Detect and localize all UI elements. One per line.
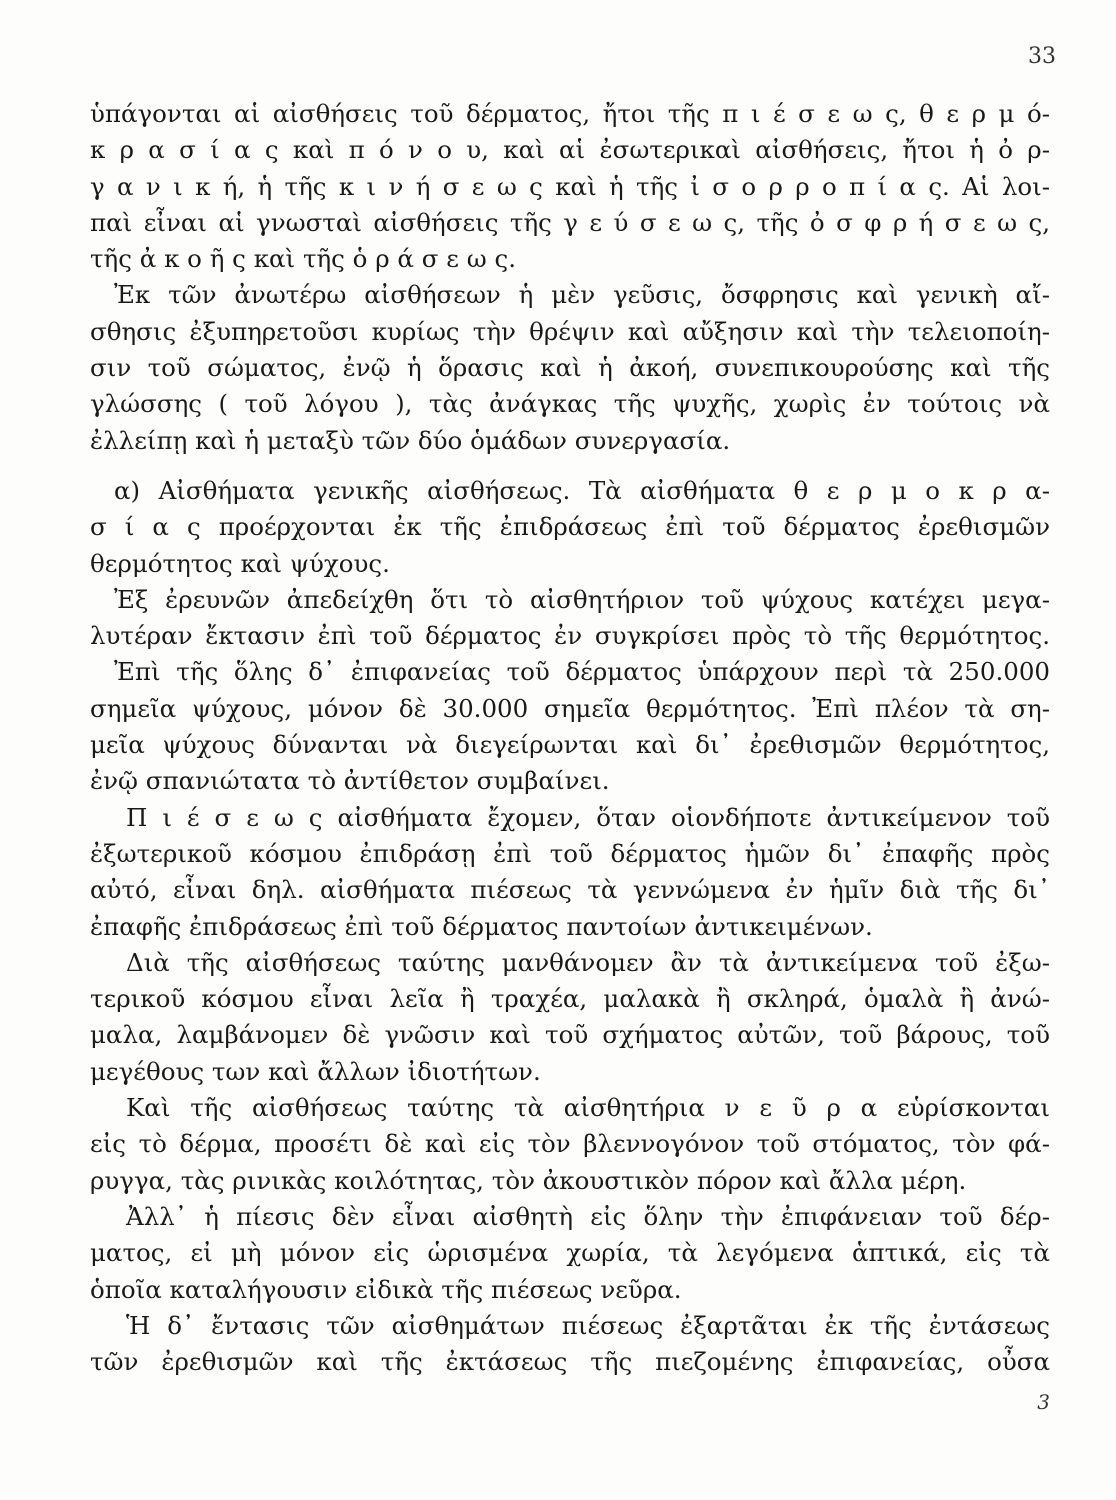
body-text [90, 96, 1050, 1380]
text-line: γ α ν ι κ ή, ἡ τῆς κ ι ν ή σ ε ω ς καὶ ἡ τῆς ἰ σ ο ρ ρ ο π ί α ς. Αἱ λοι- [90, 171, 1050, 201]
text-line: Π ι έ σ ε ω ς αἰσθήματα ἔχομεν, ὅταν οἱονδήποτε ἀντικείμενον τοῦ [126, 802, 1050, 832]
text-line: σθησις ἐξυπηρετοῦσι κυρίως τὴν θρέψιν καὶ αὔξησιν καὶ τὴν τελειοποίη- [90, 316, 1050, 346]
text-line: Ἐκ τῶν ἀνωτέρω αἰσθήσεων ἡ μὲν γεῦσις, ὄσφρησις καὶ γενικὴ αἴ- [114, 280, 1050, 310]
text-line: θερμότητος καὶ ψύχους. [90, 548, 390, 578]
text-line: Ἡ δ᾽ ἔντασις τῶν αἰσθημάτων πιέσεως ἐξαρτᾶται ἐκ τῆς ἐντάσεως [126, 1310, 1050, 1340]
text-line: Ἐξ ἐρευνῶν ἀπεδείχθη ὅτι τὸ αἰσθητήριον τοῦ ψύχους κατέχει μεγα- [114, 584, 1050, 614]
text-line: μεῖα ψύχους δύνανται νὰ διεγείρωνται καὶ δι᾽ ἐρεθισμῶν θερμότητος, [90, 730, 1050, 760]
text-line: εἰς τὸ δέρμα, προσέτι δὲ καὶ εἰς τὸν βλεννογόνον τοῦ στόματος, τὸν φά- [90, 1129, 1050, 1159]
text-line: αὐτό, εἶναι δηλ. αἰσθήματα πιέσεως τὰ γεννώμενα ἐν ἡμῖν διὰ τῆς δι᾽ [90, 875, 1050, 905]
text-line: ἐπαφῆς ἐπιδράσεως ἐπὶ τοῦ δέρματος παντοίων ἀντικειμένων. [90, 911, 873, 941]
text-line: Διὰ τῆς αἰσθήσεως ταύτης μανθάνομεν ἂν τὰ ἀντικείμενα τοῦ ἐξω- [126, 947, 1050, 977]
text-line: σιν τοῦ σώματος, ἐνῷ ἡ ὅρασις καὶ ἡ ἀκοή, συνεπικουρούσης καὶ τῆς [90, 353, 1050, 383]
text-line: γλώσσης ( τοῦ λόγου ), τὰς ἀνάγκας τῆς ψυχῆς, χωρὶς ἐν τούτοις νὰ [90, 389, 1050, 419]
text-line: μαλα, λαμβάνομεν δὲ γνῶσιν καὶ τοῦ σχήματος αὐτῶν, τοῦ βάρους, τοῦ [90, 1020, 1050, 1050]
text-line: τῆς ἀ κ ο ῆ ς καὶ τῆς ὁ ρ ά σ ε ω ς. [90, 244, 517, 274]
text-line: κ ρ α σ ί α ς καὶ π ό ν ο υ, καὶ αἱ ἐσωτερικαὶ αἰσθήσεις, ἤτοι ἡ ὀ ρ- [90, 135, 1050, 165]
text-line: ἐξωτερικοῦ κόσμου ἐπιδράσῃ ἐπὶ τοῦ δέρματος ἡμῶν δι᾽ ἐπαφῆς πρὸς [90, 838, 1050, 868]
text-line: ὑπάγονται αἱ αἰσθήσεις τοῦ δέρματος, ἤτοι τῆς π ι έ σ ε ω ς, θ ε ρ μ ό- [90, 99, 1050, 128]
text-line: λυτέραν ἔκτασιν ἐπὶ τοῦ δέρματος ἐν συγκρίσει πρὸς τὸ τῆς θερμότητος. [90, 621, 1050, 651]
text-line: ἐνῷ σπανιώτατα τὸ ἀντίθετον συμβαίνει. [90, 766, 610, 796]
text-line: Ἐπὶ τῆς ὅλης δ᾽ ἐπιφανείας τοῦ δέρματος ὑπάρχουν περὶ τὰ 250.000 [114, 657, 1050, 687]
text-line: ὁποῖα καταλήγουσιν εἰδικὰ τῆς πιέσεως νεῦρα. [90, 1274, 682, 1304]
page-number: 33 [1028, 44, 1056, 69]
text-line: τῶν ἐρεθισμῶν καὶ τῆς ἐκτάσεως τῆς πιεζομένης ἐπιφανείας, οὖσα [90, 1347, 1050, 1377]
text-line: μεγέθους των καὶ ἄλλων ἰδιοτήτων. [90, 1056, 541, 1086]
signature-mark: 3 [1037, 1390, 1050, 1414]
section-heading-line: α) Αἰσθήματα γενικῆς αἰσθήσεως. Τὰ αἰσθήματα θ ε ρ μ ο κ ρ α- [114, 475, 1050, 505]
text-line: τερικοῦ κόσμου εἶναι λεῖα ἢ τραχέα, μαλακὰ ἢ σκληρά, ὁμαλὰ ἢ ἀνώ- [90, 984, 1050, 1014]
text-line: σ ί α ς προέρχονται ἐκ τῆς ἐπιδράσεως ἐπὶ τοῦ δέρματος ἐρεθισμῶν [90, 512, 1050, 542]
text-line: Ἀλλ᾽ ἡ πίεσις δὲν εἶναι αἰσθητὴ εἰς ὅλην τὴν ἐπιφάνειαν τοῦ δέρ- [126, 1201, 1050, 1231]
paragraph-gap [90, 459, 1050, 473]
text-line: ἐλλείπῃ καὶ ἡ μεταξὺ τῶν δύο ὁμάδων συνεργασία. [90, 425, 731, 455]
text-line: ματος, εἰ μὴ μόνον εἰς ὡρισμένα χωρία, τὰ λεγόμενα ἁπτικά, εἰς τὰ [90, 1238, 1050, 1268]
text-line: Καὶ τῆς αἰσθήσεως ταύτης τὰ αἰσθητήρια ν ε ῦ ρ α εὑρίσκονται [126, 1093, 1050, 1123]
text-line: παὶ εἶναι αἱ γνωσταὶ αἰσθήσεις τῆς γ ε ύ σ ε ω ς, τῆς ὀ σ φ ρ ή σ ε ω ς, [90, 207, 1050, 237]
text-line: ρυγγα, τὰς ρινικὰς κοιλότητας, τὸν ἀκουστικὸν πόρον καὶ ἄλλα μέρη. [90, 1165, 967, 1195]
text-line: σημεῖα ψύχους, μόνον δὲ 30.000 σημεῖα θερμότητος. Ἐπὶ πλέον τὰ ση- [90, 693, 1050, 723]
